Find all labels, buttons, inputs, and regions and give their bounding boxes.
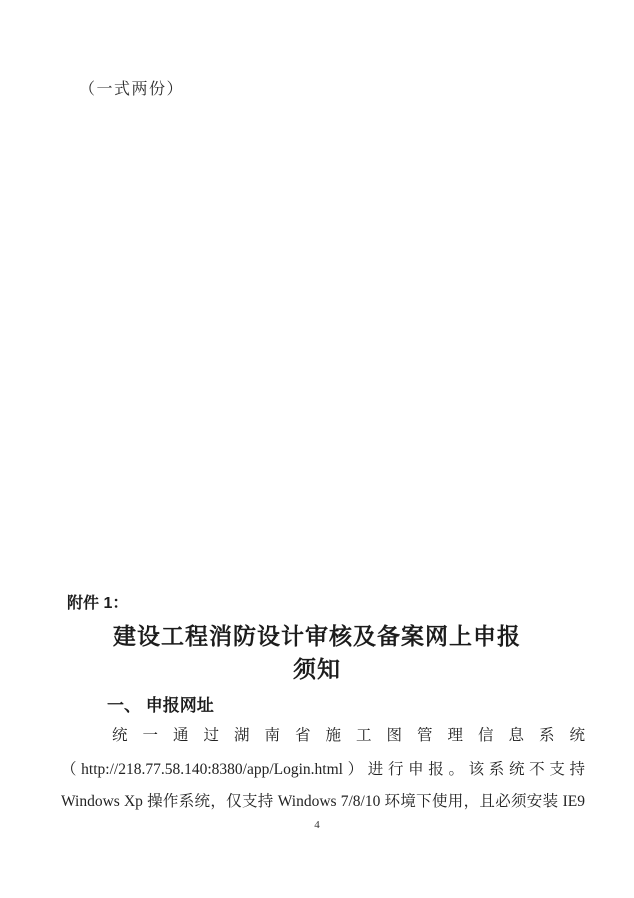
paragraph-line-3-requirements: Windows Xp 操作系统，仅支持 Windows 7/8/10 环境下使用，且必须安装 IE9 xyxy=(61,793,585,810)
paragraph-line-1: 统一通过湖南省施工图管理信息系统 xyxy=(112,727,585,744)
copies-note: （一式两份） xyxy=(79,81,185,98)
paragraph-line-2-url: （http://218.77.58.140:8380/app/Login.html）进行申报。该系统不支持 xyxy=(61,761,585,778)
section-heading-application-url: 一、 申报网址 xyxy=(107,696,214,715)
document-title-line2: 须知 xyxy=(293,656,341,682)
document-title xyxy=(55,620,579,686)
document-title-line1: 建设工程消防设计审核及备案网上申报 xyxy=(113,623,521,649)
page-number: 4 xyxy=(314,819,320,831)
attachment-label: 附件 1： xyxy=(67,595,129,612)
